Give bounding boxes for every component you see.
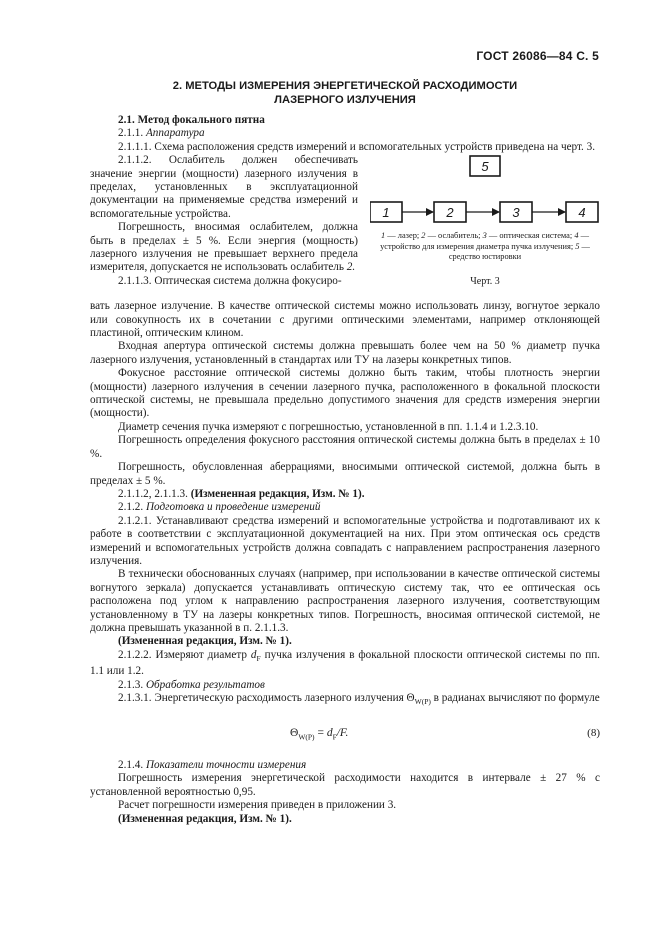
paragraph-technical-cases: В технически обоснованных случаях (например, при использовании в качестве оптической системы вогнутого зеркала) допускается устанавливать оптическую систему так, что ее оптическая ось расположена под углом к направлению распространения лазерного излучения, соответствующим установленному в ТУ на лазеры конкретных типов. Погрешность, вносимая оптической системой, не должна превышать указанной в п. 2.1.1.3. bbox=[90, 568, 600, 634]
subsection-2-1-3-number: 2.1.3. bbox=[118, 678, 144, 691]
paragraph-2-1-1-1: 2.1.1.1. Схема расположения средств измерений и вспомогательных устройств приведена на черт. 3. bbox=[118, 140, 596, 153]
caption-text-2: — ослабитель; bbox=[427, 231, 481, 241]
box-3-label: 3 bbox=[512, 205, 520, 221]
formula-equals: = bbox=[314, 726, 327, 739]
caption-num-5: 5 bbox=[575, 241, 580, 251]
paragraph-2-1-3-1-end: в радианах вычисляют по формуле bbox=[433, 692, 600, 705]
text-figure-block bbox=[90, 154, 600, 300]
paragraph-attenuator-error bbox=[90, 221, 358, 275]
attenuator-error-ref: 2. bbox=[346, 261, 356, 274]
caption-text-4: — устройство для измерения диаметра пучка излучения; bbox=[380, 231, 589, 251]
figure-3-caption bbox=[370, 231, 600, 262]
paragraph-focal-error: Погрешность определения фокусного расстояния оптической системы должна быть в пределах ± 10 %. bbox=[90, 434, 600, 460]
caption-num-4: 4 bbox=[574, 231, 579, 241]
subsection-2-1-1-title: Аппаратура bbox=[145, 127, 205, 140]
paragraph-edit-note-1 bbox=[90, 488, 600, 501]
box-4-label: 4 bbox=[578, 205, 586, 221]
caption-text-1: — лазер; bbox=[387, 231, 420, 241]
box-group-1 bbox=[370, 202, 402, 222]
subsection-2-1-4-title: Показатели точности измерения bbox=[145, 758, 307, 771]
paragraph-accuracy: Погрешность измерения энергетической расходимости находится в интервале ± 27 % с установленной вероятностью 0,95. bbox=[90, 772, 600, 798]
paragraph-2-1-2-1: 2.1.2.1. Устанавливают средства измерений и вспомогательные устройства и подготавливают их к работе в соответствии с эксплуатационной документацией на них. При этом оптическая ось средств измерений и вспомогательных устройств должна совпадать с направлением распространения лазерного излучения. bbox=[90, 514, 600, 567]
paragraph-2-1-2-2-start: 2.1.2.2. Измеряют диаметр bbox=[118, 648, 247, 661]
paragraph-focal-length: Фокусное расстояние оптической системы должно быть таким, чтобы плотность энергии (мощности) лазерного излучения в сечении лазерного пучка, расположенного в фокальной плоскости оптической системы, не превышала предельно допустимого значения для средств измерения энергии (мощности). bbox=[90, 367, 600, 420]
paragraph-diameter: Диаметр сечения пучка измеряют с погрешностью, установленной в пп. 1.1.4 и 1.2.3.10. bbox=[118, 420, 539, 433]
subsection-2-1-3-title: Обработка результатов bbox=[145, 678, 265, 691]
figure-3 bbox=[370, 154, 600, 300]
theta-sub: W(P) bbox=[414, 697, 431, 707]
paragraph-2-1-1-2: 2.1.1.2. Ослабитель должен обеспечивать значение энергии (мощности) лазерного излучения в пределах, установленных в эксплуатационной документации на применяемые средства измерений и вспомогательные устройства. bbox=[90, 154, 358, 220]
box-group-3 bbox=[500, 202, 532, 222]
paragraph-2-1-1-3-cont: вать лазерное излучение. В качестве оптической системы можно использовать линзу, вогнутое зеркало или совокупность их в сочетании с другими оптическими элементами, например отклоняющей пластиной, оптическим клином. bbox=[90, 300, 600, 340]
paragraph-2-1-2-2 bbox=[90, 649, 600, 679]
paragraph-2-1-3-1 bbox=[90, 692, 600, 709]
paragraph-edit-note-3: (Измененная редакция, Изм. № 1). bbox=[118, 812, 292, 825]
box-group-2 bbox=[434, 202, 466, 222]
formula-8-row bbox=[90, 715, 600, 755]
subsection-2-1-2-heading bbox=[90, 501, 600, 514]
subsection-2-1-4-number: 2.1.4. bbox=[118, 758, 144, 771]
formula-rest: /F. bbox=[336, 726, 349, 739]
formula-number: (8) bbox=[587, 726, 600, 739]
wrapped-text-column bbox=[90, 154, 358, 300]
subsection-2-1-3-heading bbox=[90, 679, 600, 692]
section-title-line-1: 2. МЕТОДЫ ИЗМЕРЕНИЯ ЭНЕРГЕТИЧЕСКОЙ РАСХОДИМОСТИ bbox=[172, 80, 518, 92]
document-body bbox=[90, 114, 600, 826]
paragraph-2-1-1-3-start: 2.1.1.3. Оптическая система должна фокусиро- bbox=[118, 274, 342, 287]
edit-note-1-refs: 2.1.1.2, 2.1.1.3. bbox=[118, 487, 188, 500]
caption-num-1: 1 bbox=[381, 231, 386, 241]
section-title-line-2: ЛАЗЕРНОГО ИЗЛУЧЕНИЯ bbox=[274, 94, 416, 106]
var-d-sub: F bbox=[256, 654, 261, 664]
page-header: ГОСТ 26086—84 С. 5 bbox=[476, 49, 599, 63]
var-d: d bbox=[250, 648, 257, 661]
paragraph-edit-note-2: (Измененная редакция, Изм. № 1). bbox=[118, 635, 292, 648]
caption-num-2: 2 bbox=[421, 231, 426, 241]
formula-8 bbox=[290, 727, 348, 744]
formula-theta-sub: W(P) bbox=[298, 732, 315, 742]
paragraph-2-1-2-2-end: пучка излучения в фокальной плоскости оптической системы по пп. 1.1 или 1.2. bbox=[90, 648, 600, 678]
formula-d-sub: F bbox=[332, 732, 337, 742]
subsection-2-1-2-number: 2.1.2. bbox=[118, 501, 144, 514]
subsection-2-1-1-number: 2.1.1. bbox=[118, 127, 144, 140]
edit-note-1-text: (Измененная редакция, Изм. № 1). bbox=[190, 487, 365, 500]
figure-3-name: Черт. 3 bbox=[470, 276, 500, 288]
paragraph-calculation: Расчет погрешности измерения приведен в приложении 3. bbox=[118, 799, 397, 812]
paragraph-aperture: Входная апертура оптической системы должна превышать более чем на 50 % диаметр пучка лазерного излучения, установленный в стандартах или ТУ на лазеры конкретных типов. bbox=[90, 340, 600, 366]
box-5-label: 5 bbox=[481, 159, 489, 175]
box-1-label: 1 bbox=[382, 205, 390, 221]
paragraph-aberration: Погрешность, обусловленная аберрациями, вносимыми оптической системой, должна быть в пределах ± 5 %. bbox=[90, 461, 600, 487]
section-title bbox=[90, 79, 600, 107]
attenuator-error-text: Погрешность, вносимая ослабителем, должна быть в пределах ± 5 %. Если энергия (мощность) лазерного излучения не превышает верхнего предела измерителя, допускается не использовать ослабитель bbox=[90, 221, 358, 274]
subsection-2-1-heading: 2.1. Метод фокального пятна bbox=[118, 114, 265, 126]
box-2-label: 2 bbox=[446, 205, 454, 221]
subsection-2-1-4-heading bbox=[90, 759, 600, 772]
box-group-5 bbox=[470, 156, 500, 176]
box-group-4 bbox=[566, 202, 598, 222]
caption-text-5: — средство юстировки bbox=[448, 241, 590, 262]
paragraph-2-1-3-1-start: 2.1.3.1. Энергетическую расходимость лазерного излучения Θ bbox=[118, 692, 415, 705]
block-diagram-main bbox=[370, 154, 600, 234]
caption-num-3: 3 bbox=[482, 231, 487, 241]
formula-theta: Θ bbox=[290, 726, 299, 739]
formula-d: d bbox=[326, 726, 333, 739]
caption-text-3: — оптическая система; bbox=[488, 231, 573, 241]
subsection-2-1-2-title: Подготовка и проведение измерений bbox=[145, 501, 321, 514]
subsection-2-1-1-heading bbox=[90, 127, 600, 140]
